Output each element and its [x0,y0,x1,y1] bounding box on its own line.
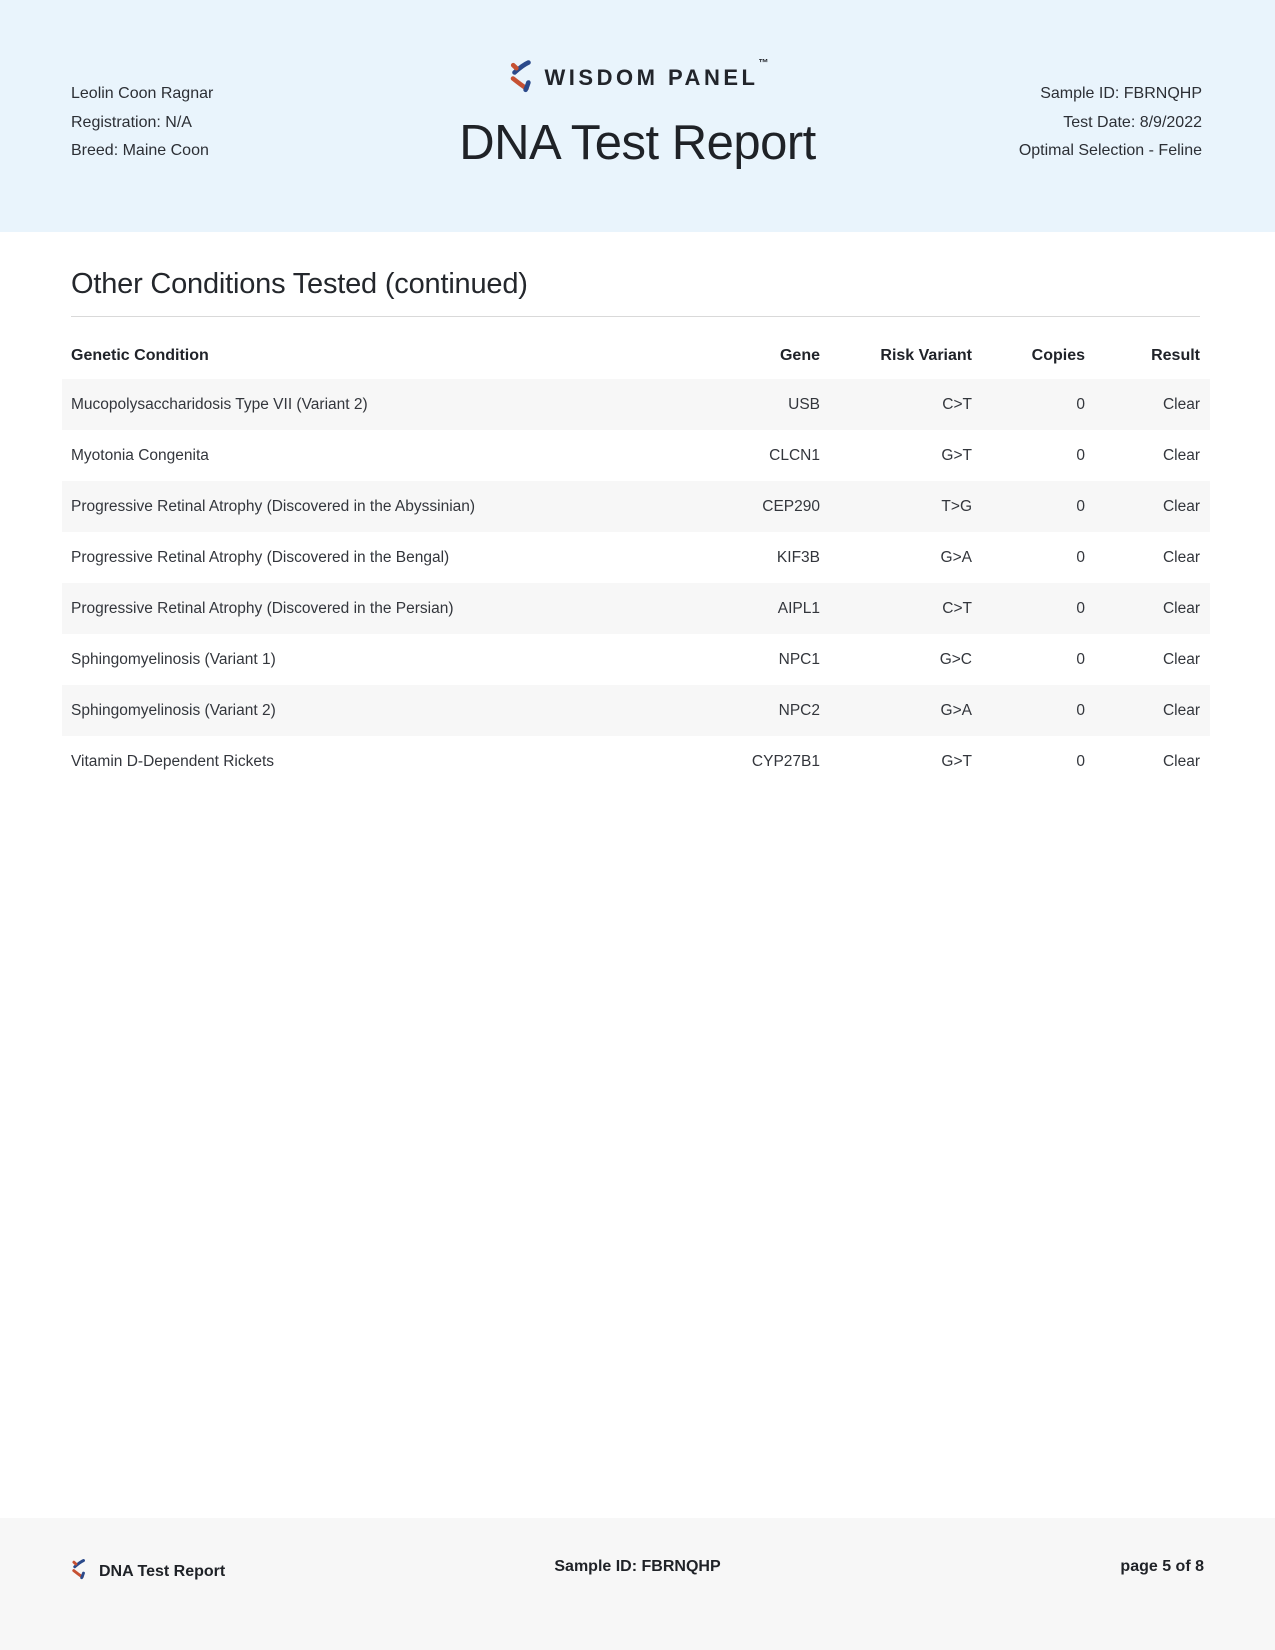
table-row [62,736,1210,787]
table-row [62,532,1210,583]
condition-cell: Progressive Retinal Atrophy (Discovered in the Abyssinian) [71,497,476,515]
gene-cell: KIF3B [776,548,820,566]
column-header-gene: Gene [779,347,820,364]
result-cell: Clear [1162,548,1200,566]
column-header-genetic-condition: Genetic Condition [71,347,209,364]
pet-registration: Registration: N/A [71,113,192,131]
risk-variant-cell: G>A [940,701,972,719]
header-row [62,317,1210,379]
result-cell: Clear [1162,701,1200,719]
dna-helix-icon [507,59,534,98]
table-row [62,583,1210,634]
footer-page-number: page 5 of 8 [1120,1558,1204,1575]
gene-cell: NPC2 [778,701,820,719]
condition-cell: Mucopolysaccharidosis Type VII (Variant 2) [71,395,368,413]
brand-name [544,58,769,91]
risk-variant-cell: G>A [940,548,972,566]
copies-cell: 0 [1076,548,1085,566]
conditions-table-header [62,317,1210,379]
dna-helix-icon [70,1558,87,1585]
footer-sample-id: Sample ID: FBRNQHP [554,1558,721,1575]
result-cell: Clear [1162,446,1200,464]
copies-cell: 0 [1076,497,1085,515]
condition-cell: Sphingomyelinosis (Variant 2) [71,701,276,719]
main-content [62,232,1210,787]
table-row [62,481,1210,532]
test-date: Test Date: 8/9/2022 [1063,113,1202,131]
condition-cell: Myotonia Congenita [71,446,209,464]
copies-cell: 0 [1076,446,1085,464]
result-cell: Clear [1162,752,1200,770]
pet-name: Leolin Coon Ragnar [71,85,214,102]
brand-wordmark: WISDOM PANEL [544,65,759,90]
sample-info-block [1019,80,1202,166]
result-cell: Clear [1162,599,1200,617]
condition-cell: Progressive Retinal Atrophy (Discovered in the Bengal) [71,548,450,566]
report-footer [0,1518,1275,1650]
column-header-risk-variant: Risk Variant [880,347,972,364]
footer-left [70,1558,225,1585]
footer-report-title: DNA Test Report [99,1562,226,1580]
column-header-result: Result [1151,347,1200,364]
table-row [62,634,1210,685]
conditions-table [62,317,1210,787]
risk-variant-cell: G>C [939,650,972,668]
gene-cell: CYP27B1 [751,752,820,770]
sample-id: Sample ID: FBRNQHP [1040,85,1202,102]
column-header-copies: Copies [1031,347,1085,364]
table-row [62,685,1210,736]
trademark-symbol: ™ [758,58,769,69]
risk-variant-cell: C>T [942,395,972,413]
product-name: Optimal Selection - Feline [1018,142,1202,159]
copies-cell: 0 [1076,752,1085,770]
copies-cell: 0 [1076,701,1085,719]
gene-cell: CEP290 [762,497,820,515]
table-row [62,430,1210,481]
gene-cell: USB [788,395,820,413]
gene-cell: NPC1 [778,650,820,668]
result-cell: Clear [1162,650,1200,668]
copies-cell: 0 [1076,650,1085,668]
table-row [62,379,1210,430]
condition-cell: Vitamin D-Dependent Rickets [71,752,275,770]
risk-variant-cell: G>T [941,752,972,770]
conditions-table-body [62,379,1210,787]
risk-variant-cell: G>T [941,446,972,464]
copies-cell: 0 [1076,599,1085,617]
risk-variant-cell: C>T [942,599,972,617]
report-title: DNA Test Report [459,116,816,170]
report-header [0,0,1275,232]
copies-cell: 0 [1076,395,1085,413]
result-cell: Clear [1162,497,1200,515]
gene-cell: CLCN1 [769,446,820,464]
pet-breed: Breed: Maine Coon [71,142,209,159]
condition-cell: Progressive Retinal Atrophy (Discovered in the Persian) [71,599,454,617]
result-cell: Clear [1162,395,1200,413]
risk-variant-cell: T>G [941,497,972,515]
section-title: Other Conditions Tested (continued) [71,268,1200,317]
gene-cell: AIPL1 [777,599,820,617]
condition-cell: Sphingomyelinosis (Variant 1) [71,650,276,668]
